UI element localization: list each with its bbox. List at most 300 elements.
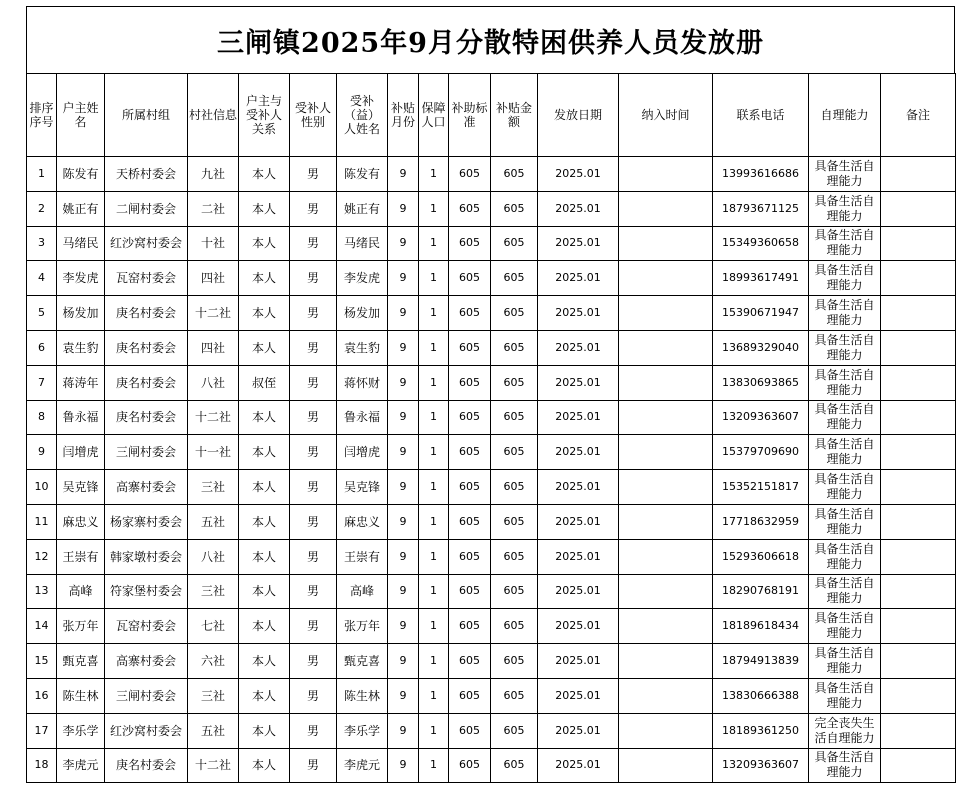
cell-head-name: 鲁永福 [57,400,105,435]
cell-seq: 17 [27,713,57,748]
header-beneficiary [337,74,388,157]
header-note [881,74,956,157]
cell-enroll [619,330,713,365]
cell-village: 高寨村委会 [105,470,188,505]
table-row [27,539,956,574]
cell-enroll [619,435,713,470]
cell-persons: 1 [419,539,449,574]
cell-standard: 605 [449,365,491,400]
cell-village: 红沙窝村委会 [105,713,188,748]
cell-ability: 完全丧失生活自理能力 [809,713,881,748]
cell-seq: 4 [27,261,57,296]
cell-village: 红沙窝村委会 [105,226,188,261]
cell-amount: 605 [491,678,538,713]
cell-group: 十二社 [188,296,239,331]
header-enroll [619,74,713,157]
cell-persons: 1 [419,644,449,679]
cell-seq: 10 [27,470,57,505]
header-seq [27,74,57,157]
cell-note [881,261,956,296]
cell-relation: 本人 [239,539,290,574]
cell-months: 9 [388,678,419,713]
table-row [27,330,956,365]
cell-persons: 1 [419,574,449,609]
cell-head-name: 甄克喜 [57,644,105,679]
cell-head-name: 陈发有 [57,157,105,192]
cell-ability: 具备生活自理能力 [809,330,881,365]
cell-group: 八社 [188,539,239,574]
table-row [27,748,956,783]
cell-persons: 1 [419,400,449,435]
cell-village: 符家堡村委会 [105,574,188,609]
cell-note [881,713,956,748]
cell-amount: 605 [491,748,538,783]
cell-amount: 605 [491,713,538,748]
cell-phone: 15379709690 [713,435,809,470]
cell-gender: 男 [290,504,337,539]
cell-date: 2025.01 [538,504,619,539]
cell-standard: 605 [449,330,491,365]
cell-enroll [619,365,713,400]
cell-enroll [619,226,713,261]
cell-relation: 本人 [239,470,290,505]
cell-standard: 605 [449,226,491,261]
cell-persons: 1 [419,470,449,505]
cell-beneficiary: 王崇有 [337,539,388,574]
header-enroll-label: 纳入时间 [641,108,690,122]
cell-group: 三社 [188,470,239,505]
cell-village: 庚名村委会 [105,365,188,400]
cell-ability: 具备生活自理能力 [809,435,881,470]
cell-amount: 605 [491,157,538,192]
cell-months: 9 [388,261,419,296]
header-ability-label: 自理能力 [820,108,869,122]
table-row [27,261,956,296]
cell-relation: 本人 [239,504,290,539]
cell-amount: 605 [491,574,538,609]
cell-phone: 13830666388 [713,678,809,713]
header-village [105,74,188,157]
cell-beneficiary: 姚正有 [337,191,388,226]
cell-date: 2025.01 [538,365,619,400]
cell-phone: 15390671947 [713,296,809,331]
cell-group: 十二社 [188,748,239,783]
cell-enroll [619,470,713,505]
cell-phone: 17718632959 [713,504,809,539]
cell-persons: 1 [419,296,449,331]
cell-standard: 605 [449,296,491,331]
cell-enroll [619,574,713,609]
cell-seq: 5 [27,296,57,331]
cell-head-name: 李乐学 [57,713,105,748]
cell-village: 庚名村委会 [105,400,188,435]
cell-note [881,574,956,609]
cell-beneficiary: 陈生林 [337,678,388,713]
cell-note [881,400,956,435]
cell-village: 杨家寨村委会 [105,504,188,539]
cell-persons: 1 [419,330,449,365]
cell-amount: 605 [491,504,538,539]
cell-relation: 本人 [239,330,290,365]
cell-gender: 男 [290,330,337,365]
cell-note [881,365,956,400]
cell-months: 9 [388,191,419,226]
cell-gender: 男 [290,261,337,296]
cell-gender: 男 [290,296,337,331]
cell-relation: 本人 [239,400,290,435]
cell-months: 9 [388,330,419,365]
cell-persons: 1 [419,713,449,748]
cell-group: 五社 [188,713,239,748]
cell-village: 庚名村委会 [105,296,188,331]
cell-seq: 11 [27,504,57,539]
cell-seq: 18 [27,748,57,783]
cell-gender: 男 [290,400,337,435]
cell-amount: 605 [491,609,538,644]
cell-note [881,226,956,261]
cell-phone: 18290768191 [713,574,809,609]
cell-beneficiary: 李虎元 [337,748,388,783]
cell-group: 十社 [188,226,239,261]
cell-group: 五社 [188,504,239,539]
cell-ability: 具备生活自理能力 [809,470,881,505]
cell-ability: 具备生活自理能力 [809,191,881,226]
cell-head-name: 李发虎 [57,261,105,296]
cell-gender: 男 [290,748,337,783]
header-phone-label: 联系电话 [736,108,785,122]
cell-village: 二闸村委会 [105,191,188,226]
header-phone [713,74,809,157]
cell-ability: 具备生活自理能力 [809,609,881,644]
table-row [27,470,956,505]
cell-gender: 男 [290,435,337,470]
cell-persons: 1 [419,226,449,261]
cell-note [881,470,956,505]
table-row [27,644,956,679]
cell-persons: 1 [419,748,449,783]
header-standard-label: 补助标 准 [451,101,488,129]
cell-months: 9 [388,504,419,539]
cell-standard: 605 [449,435,491,470]
cell-phone: 18793671125 [713,191,809,226]
cell-date: 2025.01 [538,539,619,574]
cell-note [881,609,956,644]
cell-group: 六社 [188,644,239,679]
cell-enroll [619,191,713,226]
cell-relation: 本人 [239,296,290,331]
cell-head-name: 蒋涛年 [57,365,105,400]
cell-date: 2025.01 [538,296,619,331]
header-head-name-label: 户主姓 名 [62,101,99,129]
cell-months: 9 [388,609,419,644]
cell-group: 二社 [188,191,239,226]
cell-phone: 13209363607 [713,748,809,783]
cell-ability: 具备生活自理能力 [809,400,881,435]
cell-enroll [619,713,713,748]
cell-date: 2025.01 [538,644,619,679]
cell-persons: 1 [419,504,449,539]
cell-date: 2025.01 [538,609,619,644]
cell-phone: 13209363607 [713,400,809,435]
cell-group: 十二社 [188,400,239,435]
cell-ability: 具备生活自理能力 [809,644,881,679]
header-date-label: 发放日期 [553,108,602,122]
cell-phone: 18189618434 [713,609,809,644]
header-note-label: 备注 [905,108,930,122]
cell-persons: 1 [419,678,449,713]
cell-group: 四社 [188,261,239,296]
cell-enroll [619,678,713,713]
cell-seq: 13 [27,574,57,609]
cell-date: 2025.01 [538,261,619,296]
cell-beneficiary: 陈发有 [337,157,388,192]
cell-head-name: 姚正有 [57,191,105,226]
cell-phone: 18993617491 [713,261,809,296]
document-title: 三闸镇2025年9月分散特困供养人员发放册 [26,6,955,73]
cell-ability: 具备生活自理能力 [809,574,881,609]
cell-amount: 605 [491,400,538,435]
cell-note [881,330,956,365]
cell-note [881,191,956,226]
cell-gender: 男 [290,157,337,192]
cell-date: 2025.01 [538,678,619,713]
header-group-label: 村社信息 [188,108,237,122]
cell-beneficiary: 高峰 [337,574,388,609]
header-relation [239,74,290,157]
cell-amount: 605 [491,644,538,679]
cell-standard: 605 [449,504,491,539]
table-row [27,157,956,192]
cell-head-name: 张万年 [57,609,105,644]
cell-group: 三社 [188,678,239,713]
header-persons [419,74,449,157]
cell-village: 韩家墩村委会 [105,539,188,574]
table-row [27,191,956,226]
cell-standard: 605 [449,261,491,296]
cell-beneficiary: 杨发加 [337,296,388,331]
table-row [27,296,956,331]
header-relation-label: 户主与 受补人 关系 [245,94,282,136]
cell-seq: 7 [27,365,57,400]
table-row [27,435,956,470]
cell-note [881,157,956,192]
cell-group: 九社 [188,157,239,192]
cell-beneficiary: 麻忠义 [337,504,388,539]
table-row [27,504,956,539]
header-gender-label: 受补人 性别 [294,101,331,129]
cell-relation: 本人 [239,435,290,470]
cell-head-name: 麻忠义 [57,504,105,539]
cell-months: 9 [388,400,419,435]
cell-note [881,435,956,470]
header-row [27,74,956,157]
cell-village: 天桥村委会 [105,157,188,192]
cell-date: 2025.01 [538,330,619,365]
cell-gender: 男 [290,191,337,226]
cell-head-name: 闫增虎 [57,435,105,470]
table-row [27,678,956,713]
table-row [27,365,956,400]
cell-months: 9 [388,574,419,609]
table-row [27,713,956,748]
cell-enroll [619,504,713,539]
cell-ability: 具备生活自理能力 [809,678,881,713]
cell-beneficiary: 李乐学 [337,713,388,748]
table-row [27,574,956,609]
cell-ability: 具备生活自理能力 [809,226,881,261]
cell-date: 2025.01 [538,400,619,435]
cell-amount: 605 [491,470,538,505]
cell-note [881,678,956,713]
cell-relation: 叔侄 [239,365,290,400]
header-months [388,74,419,157]
cell-note [881,644,956,679]
cell-gender: 男 [290,678,337,713]
cell-months: 9 [388,748,419,783]
roster-table [26,73,956,783]
cell-standard: 605 [449,539,491,574]
cell-phone: 15352151817 [713,470,809,505]
cell-seq: 3 [27,226,57,261]
cell-group: 七社 [188,609,239,644]
cell-months: 9 [388,539,419,574]
header-amount-label: 补贴金 额 [495,101,532,129]
cell-standard: 605 [449,574,491,609]
cell-persons: 1 [419,435,449,470]
cell-seq: 15 [27,644,57,679]
cell-amount: 605 [491,191,538,226]
cell-head-name: 李虎元 [57,748,105,783]
cell-gender: 男 [290,539,337,574]
cell-relation: 本人 [239,191,290,226]
cell-relation: 本人 [239,713,290,748]
cell-note [881,296,956,331]
cell-amount: 605 [491,261,538,296]
cell-seq: 9 [27,435,57,470]
cell-phone: 13993616686 [713,157,809,192]
cell-ability: 具备生活自理能力 [809,504,881,539]
cell-beneficiary: 鲁永福 [337,400,388,435]
cell-enroll [619,539,713,574]
cell-enroll [619,400,713,435]
cell-standard: 605 [449,609,491,644]
cell-enroll [619,748,713,783]
cell-amount: 605 [491,296,538,331]
header-amount [491,74,538,157]
cell-village: 三闸村委会 [105,678,188,713]
cell-standard: 605 [449,191,491,226]
cell-gender: 男 [290,365,337,400]
cell-enroll [619,609,713,644]
cell-gender: 男 [290,226,337,261]
cell-amount: 605 [491,435,538,470]
header-beneficiary-label: 受补 （益） 人姓名 [343,94,380,136]
cell-seq: 6 [27,330,57,365]
cell-enroll [619,157,713,192]
header-persons-label: 保障 人口 [421,101,446,129]
cell-amount: 605 [491,226,538,261]
cell-months: 9 [388,470,419,505]
cell-gender: 男 [290,574,337,609]
cell-ability: 具备生活自理能力 [809,748,881,783]
cell-group: 八社 [188,365,239,400]
cell-relation: 本人 [239,157,290,192]
cell-seq: 2 [27,191,57,226]
table-row [27,226,956,261]
cell-months: 9 [388,157,419,192]
cell-village: 庚名村委会 [105,330,188,365]
cell-beneficiary: 甄克喜 [337,644,388,679]
cell-standard: 605 [449,157,491,192]
table-row [27,400,956,435]
cell-group: 十一社 [188,435,239,470]
cell-gender: 男 [290,644,337,679]
cell-relation: 本人 [239,678,290,713]
cell-beneficiary: 闫增虎 [337,435,388,470]
header-village-label: 所属村组 [121,108,170,122]
cell-seq: 1 [27,157,57,192]
cell-seq: 14 [27,609,57,644]
cell-head-name: 杨发加 [57,296,105,331]
header-head-name [57,74,105,157]
cell-head-name: 吴克锋 [57,470,105,505]
header-standard [449,74,491,157]
header-seq-label: 排序 序号 [29,101,54,129]
cell-phone: 15349360658 [713,226,809,261]
cell-note [881,539,956,574]
cell-gender: 男 [290,713,337,748]
header-months-label: 补贴 月份 [390,101,415,129]
cell-date: 2025.01 [538,574,619,609]
cell-ability: 具备生活自理能力 [809,261,881,296]
cell-persons: 1 [419,157,449,192]
cell-village: 庚名村委会 [105,748,188,783]
cell-relation: 本人 [239,574,290,609]
cell-beneficiary: 马绪民 [337,226,388,261]
cell-standard: 605 [449,470,491,505]
cell-standard: 605 [449,400,491,435]
cell-phone: 18189361250 [713,713,809,748]
cell-date: 2025.01 [538,191,619,226]
header-date [538,74,619,157]
cell-head-name: 高峰 [57,574,105,609]
cell-seq: 12 [27,539,57,574]
cell-head-name: 王崇有 [57,539,105,574]
cell-date: 2025.01 [538,226,619,261]
cell-village: 瓦窑村委会 [105,609,188,644]
cell-village: 高寨村委会 [105,644,188,679]
cell-date: 2025.01 [538,157,619,192]
cell-date: 2025.01 [538,470,619,505]
cell-date: 2025.01 [538,713,619,748]
cell-enroll [619,261,713,296]
cell-persons: 1 [419,609,449,644]
cell-phone: 13830693865 [713,365,809,400]
cell-beneficiary: 李发虎 [337,261,388,296]
cell-beneficiary: 袁生豹 [337,330,388,365]
cell-enroll [619,644,713,679]
cell-amount: 605 [491,330,538,365]
cell-standard: 605 [449,644,491,679]
document-sheet [26,6,955,783]
cell-relation: 本人 [239,748,290,783]
cell-head-name: 袁生豹 [57,330,105,365]
cell-standard: 605 [449,678,491,713]
cell-head-name: 陈生林 [57,678,105,713]
cell-months: 9 [388,644,419,679]
cell-ability: 具备生活自理能力 [809,365,881,400]
cell-months: 9 [388,435,419,470]
